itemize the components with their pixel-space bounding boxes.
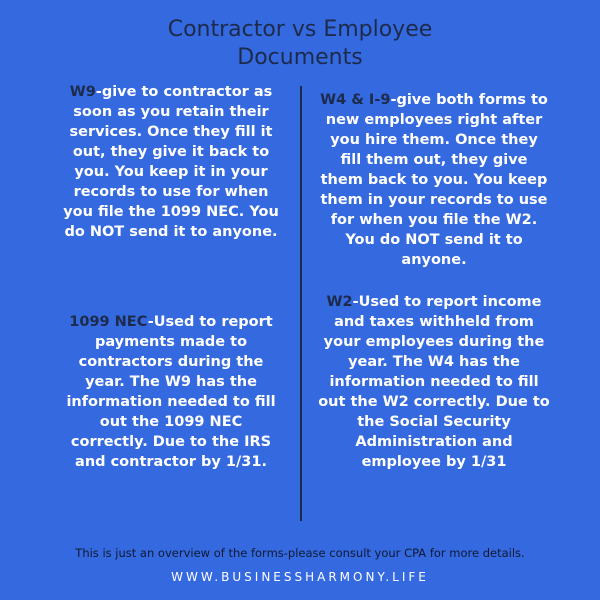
w4-i9-text: -give both forms to new employees right after you hire them. Once they fill them out, they give them back to you. You keep them in your records to use for when you file the W2. You do NOT send it to anyone. — [320, 92, 548, 268]
w9-section — [60, 82, 282, 242]
nec-1099-text: -Used to report payments made to contractors during the year. The W9 has the information needed to fill out the 1099 NEC correctly. Due to the IRS and contractor by 1/31. — [66, 314, 276, 470]
nec-1099-label: 1099 NEC — [69, 314, 148, 330]
title-line-2: Documents — [237, 45, 363, 70]
website-link[interactable]: WWW.BUSINESSHARMONY.LIFE — [171, 570, 429, 584]
w2-text: -Used to report income and taxes withheld from your employees during the year. The W4 has the information needed to fill out the W2 correctly. Due to the Social Security Administration and employee by 1/31 — [318, 294, 550, 470]
w2-label: W2 — [326, 294, 353, 310]
page-title — [0, 16, 600, 72]
w2-section — [318, 292, 550, 472]
w9-text: -give to contractor as soon as you retain their services. Once they fill it out, they give it back to you. You keep it in your records to use for when you file the 1099 NEC. You do NOT send it to anyone. — [63, 84, 279, 240]
title-line-1: Contractor vs Employee — [167, 17, 433, 42]
center-divider — [300, 86, 302, 521]
w4-i9-label: W4 & I-9 — [320, 92, 391, 108]
disclaimer-note: This is just an overview of the forms-please consult your CPA for more details. — [75, 546, 525, 560]
nec-1099-section — [60, 312, 282, 472]
w9-label: W9 — [69, 84, 96, 100]
w4-i9-section — [318, 90, 550, 270]
